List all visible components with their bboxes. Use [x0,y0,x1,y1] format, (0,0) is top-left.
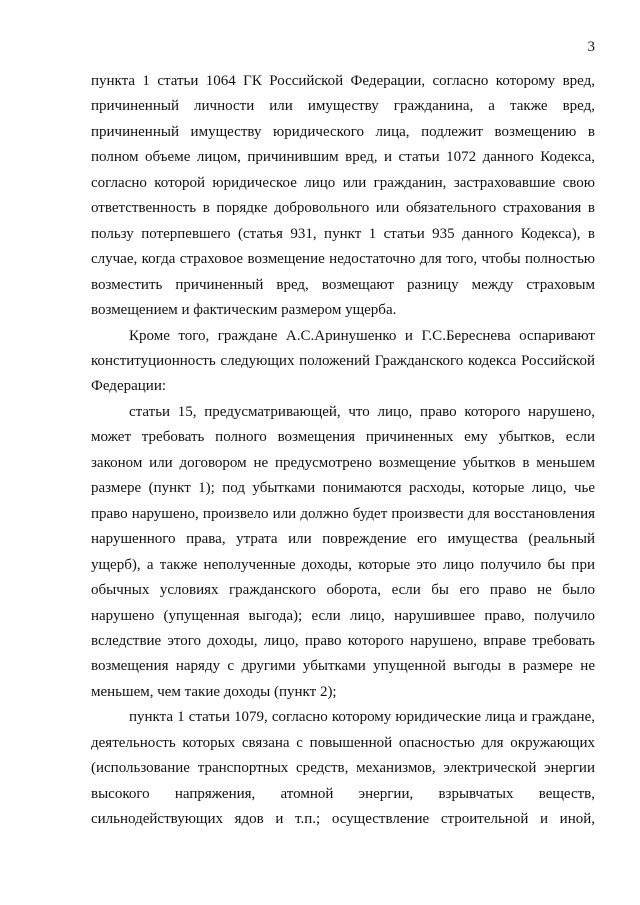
paragraph-article-15: статьи 15, предусматривающей, что лицо, право которого нарушено, может требовать полного возмещения причиненных ему убытков, если законом или договором не предусмотрено возмещение убытков в меньшем размере (пункт 1); под убытками понимаются расходы, которые лицо, чье право нарушено, произвело или должно будет произвести для восстановления нарушенного права, утрата или повреждение его имущества (реальный ущерб), а также неполученные доходы, которые это лицо получило бы при обычных условиях гражданского оборота, если бы его право не было нарушено (упущенная выгода); если лицо, нарушившее право, получило вследствие этого доходы, лицо, право которого нарушено, вправе требовать возмещения наряду с другими убытками упущенной выгоды в размере не меньшем, чем такие доходы (пункт 2); [91,403,595,700]
paragraph-article-1079: пункта 1 статьи 1079, согласно которому юридические лица и граждане, деятельность которых связана с повышенной опасностью для окружающих (использование транспортных средств, механизмов, электрической энергии высокого напряжения, атомной энергии, взрывчатых веществ, сильнодействующих ядов и т.п.; осуществление строительной и иной, [91,709,595,828]
document-body [91,69,595,833]
paragraph-challenged-provisions: Кроме того, граждане А.С.Аринушенко и Г.С.Береснева оспаривают конституционность следующих положений Гражданского кодекса Российской Федерации: [91,327,595,395]
page-number: 3 [587,39,595,55]
paragraph-1064-1072: пункта 1 статьи 1064 ГК Российской Федерации, согласно которому вред, причиненный личности или имуществу гражданина, а также вред, причиненный имуществу юридического лица, подлежит возмещению в полном объеме лицом, причинившим вред, и статьи 1072 данного Кодекса, согласно которой юридическое лицо или гражданин, застраховавшие свою ответственность в порядке добровольного или обязательного страхования в пользу потерпевшего (статья 931, пункт 1 статьи 935 данного Кодекса), в случае, когда страховое возмещение недостаточно для того, чтобы полностью возместить причиненный вред, возмещают разницу между страховым возмещением и фактическим размером ущерба. [91,73,595,319]
